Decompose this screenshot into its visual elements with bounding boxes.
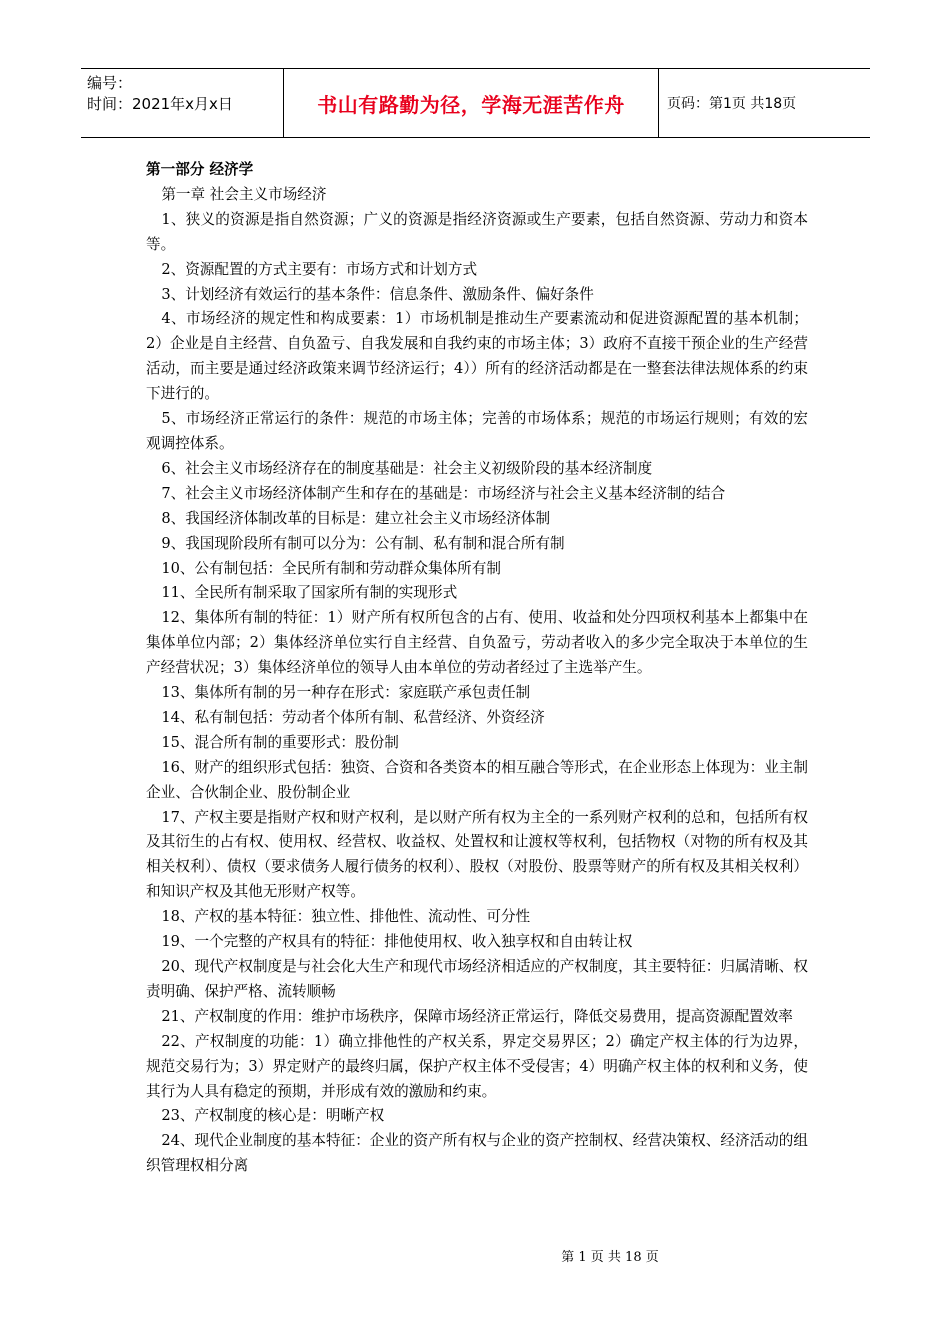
doc-number-label: 编号： bbox=[87, 74, 133, 92]
chapter-title: 第一章 社会主义市场经济 bbox=[161, 185, 327, 203]
paragraph: 12、集体所有制的特征：1）财产所有权所包含的占有、使用、收益和处分四项权利基本上都集中在集体单位内部；2）集体经济单位实行自主经营、自负盈亏，劳动者收入的多少完全取决于本单位的生产经营状况；3）集体经济单位的领导人由本单位的劳动者经过了主选举产生。 bbox=[146, 609, 808, 677]
paragraph: 18、产权的基本特征：独立性、排他性、流动性、可分性 bbox=[161, 908, 531, 926]
paragraph: 9、我国现阶段所有制可以分为：公有制、私有制和混合所有制 bbox=[161, 534, 565, 552]
part-title: 第一部分 经济学 bbox=[146, 161, 254, 178]
paragraph: 14、私有制包括：劳动者个体所有制、私营经济、外资经济 bbox=[161, 708, 545, 726]
paragraph: 10、公有制包括：全民所有制和劳动群众集体所有制 bbox=[161, 559, 501, 577]
paragraph: 1、狭义的资源是指自然资源；广义的资源是指经济资源或生产要素，包括自然资源、劳动力和资本等。 bbox=[146, 210, 808, 253]
page-footer bbox=[0, 1246, 950, 1265]
paragraph: 8、我国经济体制改革的目标是：建立社会主义市场经济体制 bbox=[161, 509, 551, 527]
paragraph-list bbox=[146, 208, 808, 1179]
paragraph: 22、产权制度的功能：1）确立排他性的产权关系，界定交易界区；2）确定产权主体的行为边界，规范交易行为；3）界定财产的最终归属，保护产权主体不受侵害；4）明确产权主体的权利和义务，使其行为人具有稳定的预期，并形成有效的激励和约束。 bbox=[146, 1032, 808, 1100]
header-meta bbox=[81, 69, 284, 137]
paragraph: 17、产权主要是指财产权和财产权利，是以财产所有权为主全的一系列财产权利的总和，包括所有权及其衍生的占有权、使用权、经营权、收益权、处置权和让渡权等权利，包括物权（对物的所有权及其相关权利）、债权（要求债务人履行债务的权利）、股权（对股份、股票等财产的所有权及其相关权利）和知识产权及其他无形财产权等。 bbox=[146, 808, 808, 901]
paragraph: 23、产权制度的核心是：明晰产权 bbox=[161, 1107, 385, 1125]
footer-page-number: 第 1 页 共 18 页 bbox=[561, 1250, 659, 1265]
paragraph: 13、集体所有制的另一种存在形式：家庭联产承包责任制 bbox=[161, 684, 531, 702]
paragraph: 16、财产的组织形式包括：独资、合资和各类资本的相互融合等形式，在企业形态上体现为：业主制企业、合伙制企业、股份制企业 bbox=[146, 758, 808, 801]
paragraph: 11、全民所有制采取了国家所有制的实现形式 bbox=[161, 584, 458, 602]
paragraph: 4、市场经济的规定性和构成要素：1）市场机制是推动生产要素流动和促进资源配置的基本机制；2）企业是自主经营、自负盈亏、自我发展和自我约束的市场主体；3）政府不直接干预企业的生产经营活动，而主要是通过经济政策来调节经济运行；4））所有的经济活动都是在一整套法律法规体系的约束下进行的。 bbox=[146, 310, 808, 403]
paragraph: 6、社会主义市场经济存在的制度基础是：社会主义初级阶段的基本经济制度 bbox=[161, 459, 653, 477]
paragraph: 24、现代企业制度的基本特征：企业的资产所有权与企业的资产控制权、经营决策权、经济活动的组织管理权相分离 bbox=[146, 1132, 808, 1175]
paragraph: 21、产权制度的作用：维护市场秩序，保障市场经济正常运行，降低交易费用，提高资源配置效率 bbox=[161, 1007, 793, 1025]
header-motto: 书山有路勤为径，学海无涯苦作舟 bbox=[317, 92, 625, 117]
paragraph: 15、混合所有制的重要形式：股份制 bbox=[161, 733, 399, 751]
paragraph: 20、现代产权制度是与社会化大生产和现代市场经济相适应的产权制度，其主要特征：归属清晰、权责明确、保护严格、流转顺畅 bbox=[146, 958, 808, 1000]
document-body bbox=[146, 158, 808, 1179]
paragraph: 19、一个完整的产权具有的特征：排他使用权、收入独享权和自由转让权 bbox=[161, 933, 633, 951]
paragraph: 5、市场经济正常运行的条件：规范的市场主体；完善的市场体系；规范的市场运行规则；有效的宏观调控体系。 bbox=[146, 410, 808, 452]
header-page-label: 页码：第1页 共18页 bbox=[667, 96, 797, 112]
paragraph: 3、计划经济有效运行的基本条件：信息条件、激励条件、偏好条件 bbox=[161, 285, 594, 303]
paragraph: 7、社会主义市场经济体制产生和存在的基础是：市场经济与社会主义基本经济制的结合 bbox=[161, 484, 726, 502]
page-header bbox=[81, 68, 870, 138]
doc-time-label: 时间：2021年x月x日 bbox=[87, 95, 233, 113]
header-motto-cell bbox=[284, 69, 659, 137]
paragraph: 2、资源配置的方式主要有：市场方式和计划方式 bbox=[161, 260, 478, 278]
